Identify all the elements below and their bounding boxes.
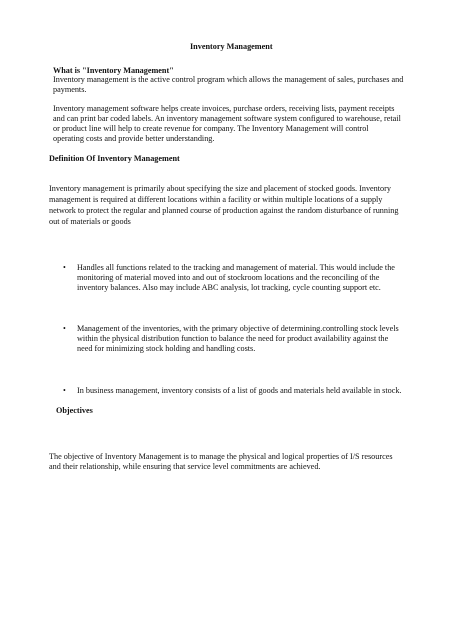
paragraph-line: and their relationship, while ensuring that service level commitments are achieved. xyxy=(49,462,321,471)
bullet-line: In business management, inventory consists of a list of goods and materials held available in stock. xyxy=(77,386,402,395)
paragraph-line: out of materials or goods xyxy=(49,217,131,226)
section-heading-objectives: Objectives xyxy=(56,406,93,415)
bullet-line: Management of the inventories, with the primary objective of determining.controlling stock levels xyxy=(77,324,399,333)
document-title: Inventory Management xyxy=(190,42,273,51)
section-heading-definition: Definition Of Inventory Management xyxy=(49,154,180,163)
bullet-line: inventory balances. Also may include ABC analysis, lot tracking, cycle counting support etc. xyxy=(77,283,381,292)
bullet-line: monitoring of material moved into and out of stockroom locations and the reconciling of the xyxy=(77,273,380,282)
bullet-glyph: • xyxy=(63,386,66,395)
bullet-glyph: • xyxy=(63,324,66,333)
paragraph-line: The objective of Inventory Management is to manage the physical and logical properties of I/S resources xyxy=(49,452,393,461)
bullet-line: Handles all functions related to the tracking and management of material. This would include the xyxy=(77,263,395,272)
paragraph-line: Inventory management is primarily about specifying the size and placement of stocked goods. Inventory xyxy=(49,184,391,193)
paragraph-line: management is required at different locations within a facility or within multiple locations of a supply xyxy=(49,195,383,204)
bullet-line: need for minimizing stock holding and handling costs. xyxy=(77,344,256,353)
paragraph-line: Inventory management is the active control program which allows the management of sales, purchases and xyxy=(53,75,404,84)
paragraph-line: payments. xyxy=(53,85,87,94)
paragraph-line: or product line will help to create revenue for company. The Inventory Management will control xyxy=(53,124,369,133)
bullet-glyph: • xyxy=(63,263,66,272)
paragraph-line: operating costs and provide better understanding. xyxy=(53,134,215,143)
paragraph-line: and can print bar coded labels. An inventory management software system configured to warehouse, retail xyxy=(53,114,401,123)
bullet-line: within the physical distribution function to balance the need for product availability against the xyxy=(77,334,389,343)
paragraph-line: Inventory management software helps create invoices, purchase orders, receiving lists, payment receipts xyxy=(53,104,395,113)
paragraph-line: network to protect the regular and planned course of production against the random disturbance of running xyxy=(49,206,399,215)
section-heading-what-is: What is "Inventory Management" xyxy=(53,66,174,75)
